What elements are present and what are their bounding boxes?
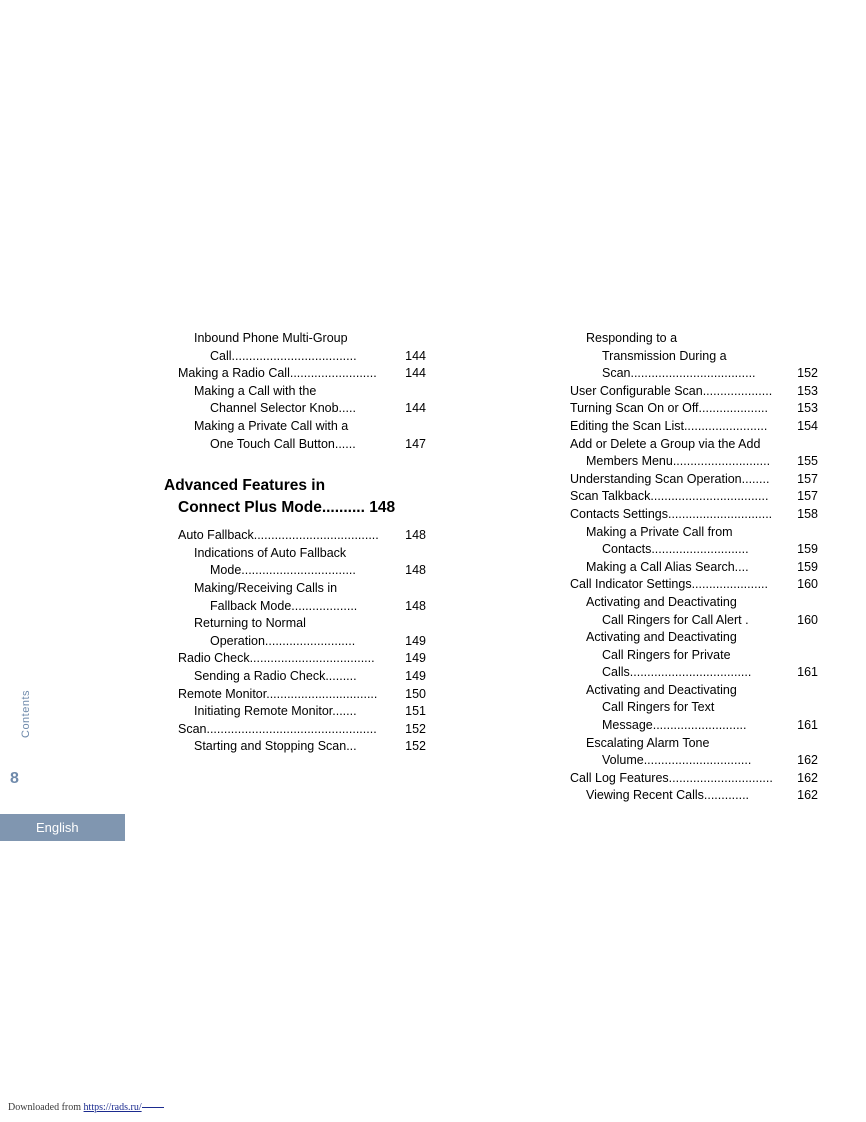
toc-entry-page: 149 (405, 633, 426, 648)
toc-entry-text: Initiating Remote Monitor....... (194, 704, 357, 719)
toc-entry-text: Indications of Auto Fallback (194, 545, 347, 560)
toc-entry-line (210, 633, 426, 651)
toc-entry-line (194, 615, 426, 633)
toc-entry[interactable] (556, 330, 818, 383)
toc-entry-line (602, 664, 818, 682)
toc-entry-page: 155 (797, 454, 818, 469)
toc-entry-line (602, 647, 818, 665)
toc-entry[interactable] (164, 527, 426, 545)
toc-entry-line (586, 524, 818, 542)
toc-entry[interactable] (164, 615, 426, 650)
toc-chapter-line2: Connect Plus Mode.......... (178, 499, 365, 517)
toc-entry-page: 162 (797, 753, 818, 768)
toc-entry-line (194, 383, 426, 401)
toc-entry-text: Message........................... (602, 718, 747, 733)
toc-chapter-line2-wrap (164, 497, 426, 519)
toc-entry-text: Making a Call Alias Search.... (586, 559, 749, 574)
toc-entry-line (178, 365, 426, 383)
toc-entry-text: Understanding Scan Operation........ (570, 471, 770, 486)
toc-entry-text: Scan................................................. (178, 721, 377, 736)
footer-prefix: Downloaded from (8, 1102, 84, 1113)
toc-entry[interactable] (164, 721, 426, 739)
footer-link[interactable]: https://rads.ru/ (83, 1102, 142, 1113)
toc-entry-page: 144 (405, 401, 426, 416)
toc-entry[interactable] (164, 383, 426, 418)
toc-entry-page: 144 (405, 348, 426, 363)
toc-entry-text: Radio Check.................................... (178, 651, 375, 666)
toc-entry-line (210, 562, 426, 580)
toc-entry-line (586, 682, 818, 700)
toc-entry-line (602, 717, 818, 735)
toc-entry-text: Contacts Settings.............................. (570, 506, 773, 521)
toc-entry[interactable] (556, 559, 818, 577)
toc-entry-line (570, 436, 818, 454)
toc-entry-text: Transmission During a (602, 348, 727, 363)
toc-entry-line (586, 330, 818, 348)
toc-entry[interactable] (556, 629, 818, 682)
toc-entry[interactable] (556, 436, 818, 471)
toc-entry[interactable] (556, 383, 818, 401)
toc-entry-text: Mode................................. (210, 563, 356, 578)
toc-entry[interactable] (164, 738, 426, 756)
toc-entry-line (570, 400, 818, 418)
toc-entry[interactable] (164, 650, 426, 668)
toc-entry-line (194, 545, 426, 563)
toc-entry-text: Making a Private Call with a (194, 418, 349, 433)
toc-entry-line (210, 348, 426, 366)
toc-entry-line (570, 506, 818, 524)
toc-entry-page: 157 (797, 489, 818, 504)
toc-entry[interactable] (556, 400, 818, 418)
toc-entry-line (570, 418, 818, 436)
toc-entry-page: 152 (797, 366, 818, 381)
toc-entry-line (194, 330, 426, 348)
toc-chapter-heading[interactable] (164, 475, 426, 519)
toc-entry-line (194, 668, 426, 686)
toc-entry-line (586, 735, 818, 753)
toc-entry[interactable] (556, 471, 818, 489)
toc-entry-page: 154 (797, 418, 818, 433)
toc-entry-text: Starting and Stopping Scan... (194, 739, 357, 754)
toc-entry-page: 151 (405, 704, 426, 719)
toc-entry-line (586, 453, 818, 471)
toc-entry[interactable] (556, 488, 818, 506)
toc-entry-page: 150 (405, 686, 426, 701)
toc-entry-text: Call.................................... (210, 348, 357, 363)
side-tab-contents (4, 672, 32, 742)
toc-entry-line (194, 418, 426, 436)
toc-entry-text: Making a Private Call from (586, 524, 733, 539)
toc-entry-line (586, 559, 818, 577)
toc-entry-line (570, 383, 818, 401)
toc-entry-text: Responding to a (586, 331, 678, 345)
toc-entry-text: Scan.................................... (602, 366, 756, 381)
toc-entry[interactable] (556, 787, 818, 805)
toc-entry-text: Turning Scan On or Off.................... (570, 401, 768, 416)
toc-entry-page: 161 (797, 718, 818, 733)
toc-entry[interactable] (556, 506, 818, 524)
toc-entry-text: Scan Talkback.................................. (570, 489, 769, 504)
toc-entry-page: 159 (797, 542, 818, 557)
toc-entry[interactable] (164, 703, 426, 721)
toc-entry[interactable] (556, 682, 818, 735)
toc-entry[interactable] (556, 524, 818, 559)
toc-entry[interactable] (164, 418, 426, 453)
toc-entry-line (194, 580, 426, 598)
toc-entry-text: Activating and Deactivating (586, 630, 737, 645)
toc-entry[interactable] (556, 576, 818, 594)
toc-entry-page: 148 (405, 563, 426, 578)
toc-entry[interactable] (164, 580, 426, 615)
toc-entry-line (570, 770, 818, 788)
toc-entry[interactable] (164, 545, 426, 580)
toc-chapter-page: 148 (369, 499, 396, 517)
toc-entry-line (194, 738, 426, 756)
toc-entry-line (210, 598, 426, 616)
toc-entry-text: Add or Delete a Group via the Add (570, 436, 761, 451)
toc-entry-page: 160 (797, 577, 818, 592)
toc-entry[interactable] (556, 735, 818, 770)
toc-column-right (556, 330, 818, 805)
toc-chapter-line1: Advanced Features in (164, 477, 326, 495)
toc-entry-text: One Touch Call Button...... (210, 436, 356, 451)
toc-entry-line (194, 703, 426, 721)
toc-entry-text: Activating and Deactivating (586, 594, 737, 609)
page-footer (8, 1102, 164, 1113)
toc-entry-line (602, 541, 818, 559)
toc-entry-line (178, 650, 426, 668)
toc-entry-text: Call Log Features.............................. (570, 770, 773, 785)
toc-entry-page: 153 (797, 401, 818, 416)
toc-entry-line (178, 527, 426, 545)
toc-entry[interactable] (556, 594, 818, 629)
toc-entry-page: 152 (405, 739, 426, 754)
footer-rule (142, 1107, 164, 1108)
toc-entry-text: Call Ringers for Call Alert . (602, 612, 749, 627)
toc-entry[interactable] (164, 686, 426, 704)
toc-entry[interactable] (164, 365, 426, 383)
toc-entry-text: Activating and Deactivating (586, 682, 737, 697)
toc-entry-line (602, 699, 818, 717)
toc-entry-line (178, 686, 426, 704)
toc-entry-text: Operation.......................... (210, 633, 356, 648)
toc-entry-page: 160 (797, 612, 818, 627)
toc-entry-text: Call Ringers for Private (602, 647, 731, 662)
toc-entry-page: 149 (405, 668, 426, 683)
toc-entry-line (178, 721, 426, 739)
toc-entry[interactable] (164, 330, 426, 365)
toc-entry-page: 162 (797, 788, 818, 803)
toc-entry-line (570, 471, 818, 489)
toc-entry-text: Fallback Mode................... (210, 598, 358, 613)
toc-entry-page: 161 (797, 665, 818, 680)
toc-group-left-before (164, 330, 426, 453)
toc-entry[interactable] (556, 770, 818, 788)
toc-entry-page: 157 (797, 471, 818, 486)
language-bar-label: English (36, 820, 79, 835)
toc-entry-text: Making/Receiving Calls in (194, 580, 338, 595)
toc-entry-line (586, 594, 818, 612)
toc-entry-text: Viewing Recent Calls............. (586, 788, 750, 803)
toc-entry-line (570, 488, 818, 506)
toc-entry-text: Escalating Alarm Tone (586, 735, 710, 750)
toc-entry-page: 152 (405, 721, 426, 736)
toc-entry-page: 147 (405, 436, 426, 451)
toc-entry-line (602, 752, 818, 770)
toc-group-left-after (164, 527, 426, 756)
toc-entry[interactable] (164, 668, 426, 686)
toc-entry-line (602, 348, 818, 366)
toc-entry-text: Volume............................... (602, 753, 752, 768)
toc-entry-text: Call Ringers for Text (602, 700, 715, 715)
toc-entry-page: 153 (797, 383, 818, 398)
page-number: 8 (10, 770, 19, 787)
toc-entry-text: User Configurable Scan.................... (570, 383, 773, 398)
toc-entry-line (570, 576, 818, 594)
toc-entry-line (602, 365, 818, 383)
side-tab-label: Contents (20, 689, 32, 738)
toc-entry[interactable] (556, 418, 818, 436)
toc-entry-text: Editing the Scan List........................ (570, 418, 768, 433)
toc-entry-line (602, 612, 818, 630)
toc-entry-text: Call Indicator Settings...................... (570, 577, 768, 592)
language-bar (0, 814, 125, 841)
toc-entry-text: Making a Radio Call......................... (178, 366, 377, 381)
toc-entry-page: 159 (797, 559, 818, 574)
toc-entry-text: Making a Call with the (194, 383, 317, 398)
toc-entry-line (586, 787, 818, 805)
toc-entry-text: Remote Monitor................................ (178, 686, 378, 701)
toc-group-right (556, 330, 818, 805)
toc-entry-text: Returning to Normal (194, 616, 306, 631)
toc-entry-page: 144 (405, 366, 426, 381)
toc-entry-page: 162 (797, 770, 818, 785)
toc-entry-line (586, 629, 818, 647)
toc-entry-text: Contacts............................ (602, 542, 749, 557)
toc-entry-page: 148 (405, 598, 426, 613)
toc-column-left (164, 330, 426, 756)
toc-entry-text: Auto Fallback.................................... (178, 528, 379, 543)
toc-entry-line (210, 436, 426, 454)
toc-entry-text: Channel Selector Knob..... (210, 401, 356, 416)
toc-entry-line (210, 400, 426, 418)
toc-entry-page: 149 (405, 651, 426, 666)
toc-entry-text: Calls................................... (602, 665, 752, 680)
toc-entry-text: Members Menu............................ (586, 454, 771, 469)
toc-entry-text: Inbound Phone Multi-Group (194, 331, 348, 345)
toc-entry-page: 148 (405, 528, 426, 543)
toc-entry-text: Sending a Radio Check......... (194, 668, 357, 683)
toc-entry-page: 158 (797, 506, 818, 521)
